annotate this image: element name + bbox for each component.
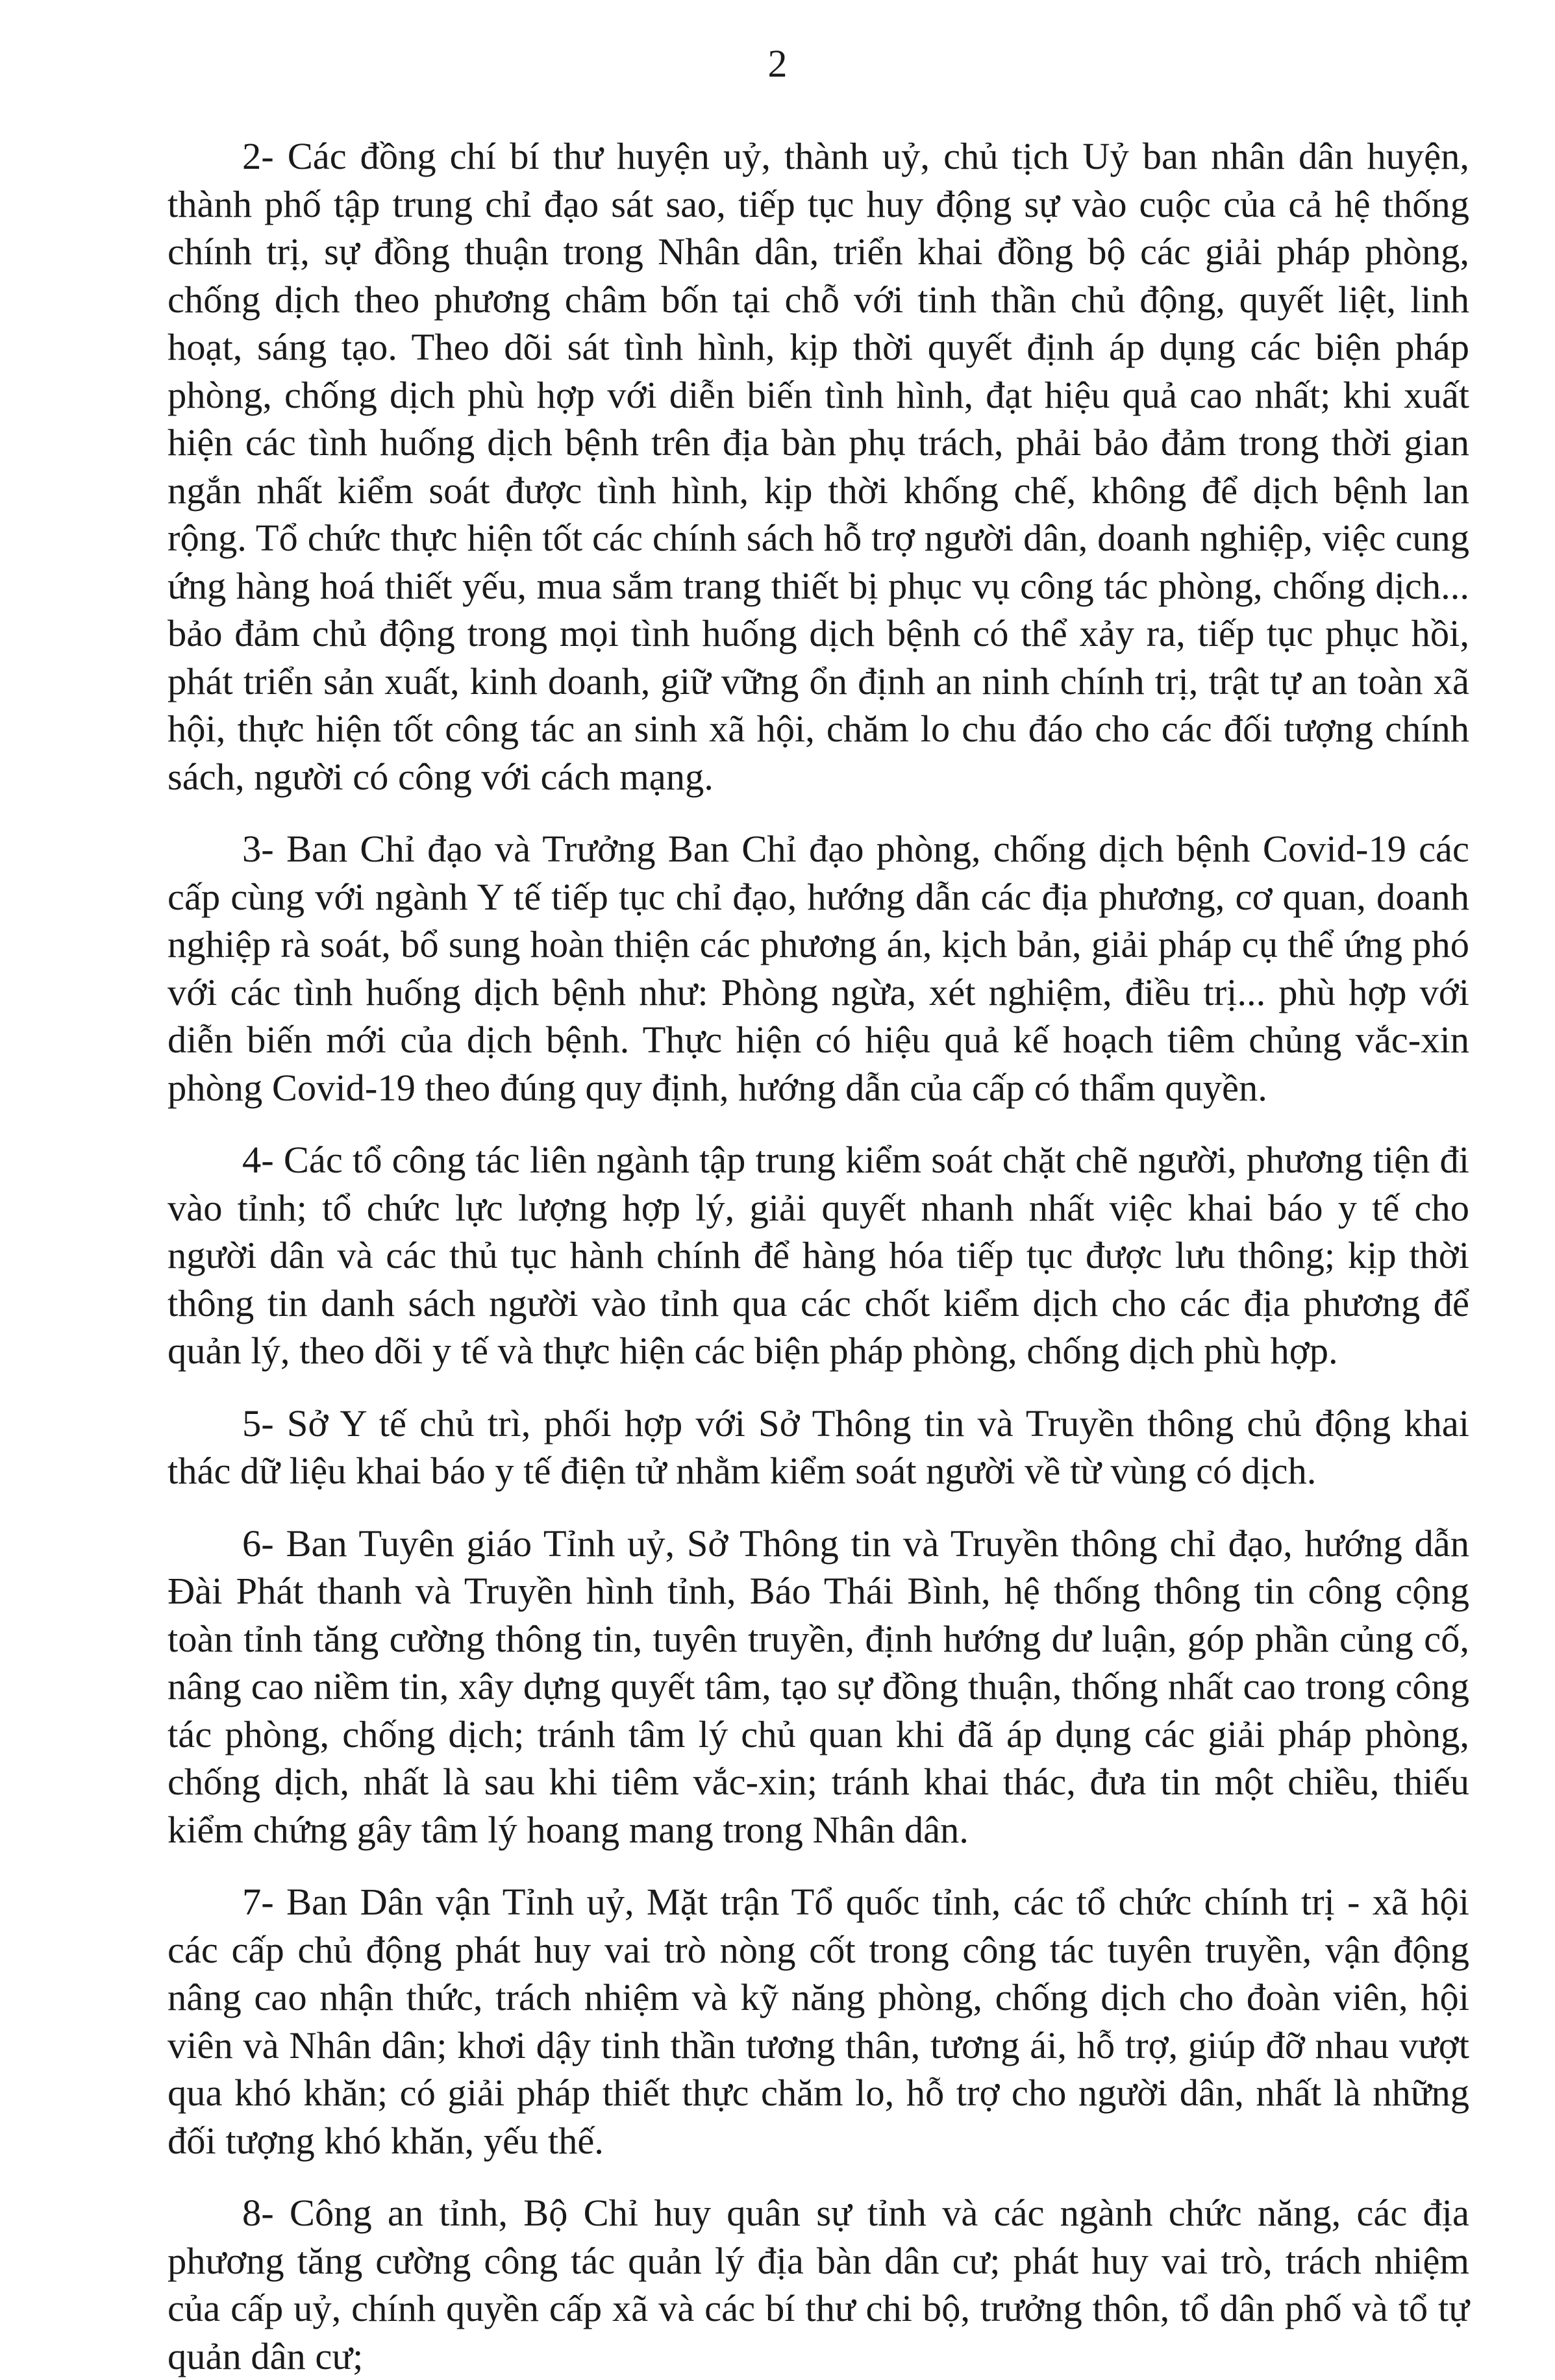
paragraph-8: 8- Công an tỉnh, Bộ Chỉ huy quân sự tỉnh và các ngành chức năng, các địa phương tăng cường công tác quản lý địa bàn dân cư; phát huy vai trò, trách nhiệm của cấp uỷ, chính quyền cấp xã và các bí thư chi bộ, trưởng thôn, tổ dân phố và tổ tự quản dân cư; (168, 2192, 1469, 2377)
paragraph-4: 4- Các tổ công tác liên ngành tập trung kiểm soát chặt chẽ người, phương tiện đi vào tỉnh; tổ chức lực lượng hợp lý, giải quyết nhanh nhất việc khai báo y tế cho người dân và các thủ tục hành chính để hàng hóa tiếp tục được lưu thông; kịp thời thông tin danh sách người vào tỉnh qua các chốt kiểm dịch cho các địa phương để quản lý, theo dõi y tế và thực hiện các biện pháp phòng, chống dịch phù hợp. (168, 1139, 1469, 1372)
page-number: 2 (767, 42, 788, 85)
paragraph-7: 7- Ban Dân vận Tỉnh uỷ, Mặt trận Tổ quốc tỉnh, các tổ chức chính trị - xã hội các cấp chủ động phát huy vai trò nòng cốt trong công tác tuyên truyền, vận động nâng cao nhận thức, trách nhiệm và kỹ năng phòng, chống dịch cho đoàn viên, hội viên và Nhân dân; khơi dậy tinh thần tương thân, tương ái, hỗ trợ, giúp đỡ nhau vượt qua khó khăn; có giải pháp thiết thực chăm lo, hỗ trợ cho người dân, nhất là những đối tượng khó khăn, yếu thế. (168, 1881, 1469, 2162)
document-body (168, 132, 1469, 2380)
paragraph-6: 6- Ban Tuyên giáo Tỉnh uỷ, Sở Thông tin và Truyền thông chỉ đạo, hướng dẫn Đài Phát thanh và Truyền hình tỉnh, Báo Thái Bình, hệ thống thông tin công cộng toàn tỉnh tăng cường thông tin, tuyên truyền, định hướng dư luận, góp phần củng cố, nâng cao niềm tin, xây dựng quyết tâm, tạo sự đồng thuận, thống nhất cao trong công tác phòng, chống dịch; tránh tâm lý chủ quan khi đã áp dụng các giải pháp phòng, chống dịch, nhất là sau khi tiêm vắc-xin; tránh khai thác, đưa tin một chiều, thiếu kiểm chứng gây tâm lý hoang mang trong Nhân dân. (168, 1522, 1469, 1851)
paragraph-5: 5- Sở Y tế chủ trì, phối hợp với Sở Thông tin và Truyền thông chủ động khai thác dữ liệu khai báo y tế điện tử nhằm kiểm soát người về từ vùng có dịch. (168, 1402, 1469, 1492)
paragraph-2: 2- Các đồng chí bí thư huyện uỷ, thành uỷ, chủ tịch Uỷ ban nhân dân huyện, thành phố tập trung chỉ đạo sát sao, tiếp tục huy động sự vào cuộc của cả hệ thống chính trị, sự đồng thuận trong Nhân dân, triển khai đồng bộ các giải pháp phòng, chống dịch theo phương châm bốn tại chỗ với tinh thần chủ động, quyết liệt, linh hoạt, sáng tạo. Theo dõi sát tình hình, kịp thời quyết định áp dụng các biện pháp phòng, chống dịch phù hợp với diễn biến tình hình, đạt hiệu quả cao nhất; khi xuất hiện các tình huống dịch bệnh trên địa bàn phụ trách, phải bảo đảm trong thời gian ngắn nhất kiểm soát được tình hình, kịp thời khống chế, không để dịch bệnh lan rộng. Tổ chức thực hiện tốt các chính sách hỗ trợ người dân, doanh nghiệp, việc cung ứng hàng hoá thiết yếu, mua sắm trang thiết bị phục vụ công tác phòng, chống dịch... bảo đảm chủ động trong mọi tình huống dịch bệnh có thể xảy ra, tiếp tục phục hồi, phát triển sản xuất, kinh doanh, giữ vững ổn định an ninh chính trị, trật tự an toàn xã hội, thực hiện tốt công tác an sinh xã hội, chăm lo chu đáo cho các đối tượng chính sách, người có công với cách mạng. (168, 135, 1469, 798)
paragraph-3: 3- Ban Chỉ đạo và Trưởng Ban Chỉ đạo phòng, chống dịch bệnh Covid-19 các cấp cùng với ngành Y tế tiếp tục chỉ đạo, hướng dẫn các địa phương, cơ quan, doanh nghiệp rà soát, bổ sung hoàn thiện các phương án, kịch bản, giải pháp cụ thể ứng phó với các tình huống dịch bệnh như: Phòng ngừa, xét nghiệm, điều trị... phù hợp với diễn biến mới của dịch bệnh. Thực hiện có hiệu quả kế hoạch tiêm chủng vắc-xin phòng Covid-19 theo đúng quy định, hướng dẫn của cấp có thẩm quyền. (168, 828, 1469, 1109)
